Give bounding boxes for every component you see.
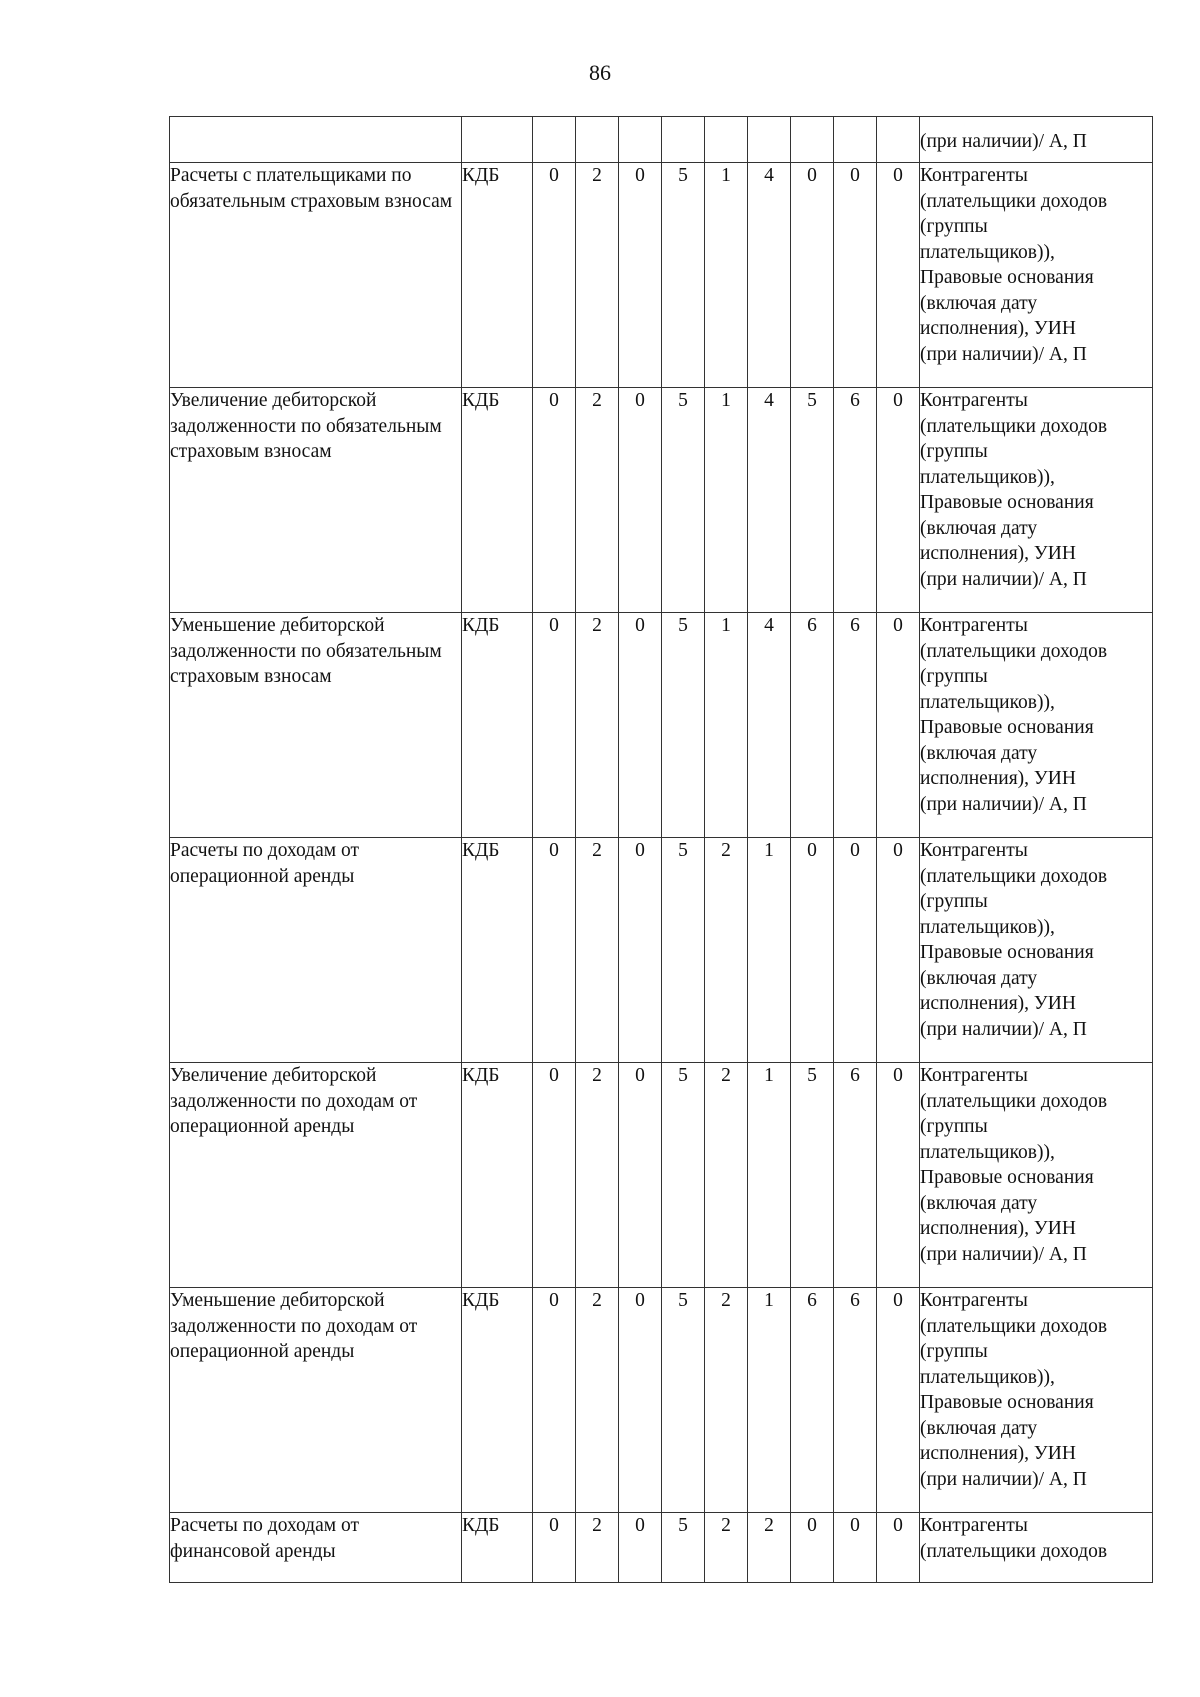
code-digit: 2 xyxy=(576,1288,619,1513)
description-line: (включая дату xyxy=(920,292,1038,314)
row-code: КДБ xyxy=(462,163,533,388)
description-line: (включая дату xyxy=(920,1417,1038,1439)
description-line: исполнения), УИН xyxy=(920,543,1076,564)
row-name: Расчеты по доходам от финансовой аренды xyxy=(170,1513,462,1583)
code-digit: 0 xyxy=(619,1513,662,1583)
code-digit: 0 xyxy=(619,1063,662,1288)
description-line: (при наличии)/ А, П xyxy=(920,1468,1087,1490)
code-digit: 5 xyxy=(791,1063,834,1288)
code-digit: 0 xyxy=(533,1288,576,1513)
row-name xyxy=(170,117,462,163)
code-digit: 1 xyxy=(748,838,791,1063)
table-row xyxy=(170,613,1153,838)
code-digit: 0 xyxy=(533,388,576,613)
description-line: (включая дату xyxy=(920,742,1038,764)
code-digit: 1 xyxy=(748,1288,791,1513)
description-line: плательщиков)), xyxy=(920,466,1055,488)
code-digit: 0 xyxy=(877,1288,920,1513)
row-description xyxy=(920,388,1153,613)
description-line: Контрагенты xyxy=(920,1290,1028,1311)
accounts-table xyxy=(169,116,1153,1583)
description-line: Правовые основания xyxy=(920,492,1094,513)
code-digit: 0 xyxy=(791,838,834,1063)
description-line: Контрагенты xyxy=(920,1065,1028,1086)
code-digit: 0 xyxy=(834,838,877,1063)
description-line: Правовые основания xyxy=(920,717,1094,738)
row-description xyxy=(920,613,1153,838)
description-line: (группы xyxy=(920,216,988,237)
description-line: Правовые основания xyxy=(920,1392,1094,1413)
code-digit: 0 xyxy=(877,613,920,838)
description-line: (при наличии)/ А, П xyxy=(920,793,1087,815)
description-line: (группы xyxy=(920,1341,988,1362)
description-line: (группы xyxy=(920,891,988,912)
code-digit: 0 xyxy=(791,163,834,388)
code-digit: 5 xyxy=(662,838,705,1063)
description-line: (плательщики доходов xyxy=(920,1540,1108,1562)
code-digit: 1 xyxy=(705,388,748,613)
code-digit: 4 xyxy=(748,613,791,838)
description-line: (включая дату xyxy=(920,517,1038,539)
code-digit: 2 xyxy=(705,1513,748,1583)
description-line: плательщиков)), xyxy=(920,241,1055,263)
row-description xyxy=(920,117,1153,163)
row-name: Увеличение дебиторской задолженности по обязательным страховым взносам xyxy=(170,388,462,613)
code-digit: 0 xyxy=(834,163,877,388)
code-digit: 0 xyxy=(533,613,576,838)
code-digit: 1 xyxy=(705,163,748,388)
code-digit: 2 xyxy=(705,1288,748,1513)
description-line: исполнения), УИН xyxy=(920,768,1076,789)
row-description xyxy=(920,838,1153,1063)
code-digit: 0 xyxy=(877,1063,920,1288)
description-line: Контрагенты xyxy=(920,840,1028,861)
row-description xyxy=(920,163,1153,388)
code-digit: 0 xyxy=(791,1513,834,1583)
description-line: (при наличии)/ А, П xyxy=(920,568,1087,590)
description-line: плательщиков)), xyxy=(920,1366,1055,1388)
description-line: (при наличии)/ А, П xyxy=(920,1018,1087,1040)
row-name: Уменьшение дебиторской задолженности по доходам от операционной аренды xyxy=(170,1288,462,1513)
code-digit: 6 xyxy=(791,1288,834,1513)
code-digit xyxy=(791,117,834,163)
code-digit: 2 xyxy=(576,388,619,613)
code-digit: 1 xyxy=(748,1063,791,1288)
code-digit: 6 xyxy=(791,613,834,838)
code-digit: 5 xyxy=(662,388,705,613)
description-line: Контрагенты xyxy=(920,390,1028,411)
code-digit: 5 xyxy=(662,613,705,838)
row-name: Увеличение дебиторской задолженности по доходам от операционной аренды xyxy=(170,1063,462,1288)
row-code: КДБ xyxy=(462,1288,533,1513)
code-digit: 0 xyxy=(834,1513,877,1583)
description-line: (включая дату xyxy=(920,1192,1038,1214)
code-digit: 0 xyxy=(619,163,662,388)
row-code: КДБ xyxy=(462,613,533,838)
description-line: плательщиков)), xyxy=(920,691,1055,713)
code-digit: 2 xyxy=(576,1513,619,1583)
row-code: КДБ xyxy=(462,1513,533,1583)
table-row xyxy=(170,1288,1153,1513)
description-line: Контрагенты xyxy=(920,615,1028,636)
table-row-continued xyxy=(170,117,1153,163)
description-line: плательщиков)), xyxy=(920,916,1055,938)
description-line: исполнения), УИН xyxy=(920,1218,1076,1239)
table-row xyxy=(170,1063,1153,1288)
code-digit: 0 xyxy=(877,163,920,388)
description-line: (плательщики доходов xyxy=(920,1315,1108,1337)
table-row xyxy=(170,163,1153,388)
row-name: Расчеты по доходам от операционной аренды xyxy=(170,838,462,1063)
description-line: (группы xyxy=(920,666,988,687)
code-digit: 0 xyxy=(877,838,920,1063)
code-digit: 0 xyxy=(877,1513,920,1583)
description-line: (при наличии)/ А, П xyxy=(920,343,1087,365)
code-digit: 4 xyxy=(748,163,791,388)
code-digit: 2 xyxy=(576,613,619,838)
code-digit: 0 xyxy=(533,163,576,388)
description-line: Правовые основания xyxy=(920,1167,1094,1188)
code-digit: 2 xyxy=(576,838,619,1063)
code-digit: 0 xyxy=(877,388,920,613)
description-line: (плательщики доходов xyxy=(920,1090,1108,1112)
row-name: Расчеты с плательщиками по обязательным страховым взносам xyxy=(170,163,462,388)
description-line: (плательщики доходов xyxy=(920,865,1108,887)
code-digit: 2 xyxy=(705,1063,748,1288)
code-digit: 5 xyxy=(662,1288,705,1513)
row-code: КДБ xyxy=(462,1063,533,1288)
row-code xyxy=(462,117,533,163)
code-digit: 0 xyxy=(533,1513,576,1583)
code-digit: 2 xyxy=(705,838,748,1063)
code-digit xyxy=(533,117,576,163)
row-code: КДБ xyxy=(462,838,533,1063)
table-row xyxy=(170,838,1153,1063)
code-digit: 2 xyxy=(748,1513,791,1583)
code-digit: 5 xyxy=(662,163,705,388)
code-digit: 2 xyxy=(576,1063,619,1288)
code-digit xyxy=(705,117,748,163)
code-digit xyxy=(834,117,877,163)
row-code: КДБ xyxy=(462,388,533,613)
description-line: Правовые основания xyxy=(920,267,1094,288)
code-digit: 0 xyxy=(619,388,662,613)
code-digit xyxy=(877,117,920,163)
row-description xyxy=(920,1288,1153,1513)
description-line: (плательщики доходов xyxy=(920,415,1108,437)
description-line: исполнения), УИН xyxy=(920,993,1076,1014)
table-row xyxy=(170,1513,1153,1583)
table-row xyxy=(170,388,1153,613)
code-digit: 0 xyxy=(533,1063,576,1288)
description-line: (при наличии)/ А, П xyxy=(920,131,1087,152)
code-digit: 0 xyxy=(619,1288,662,1513)
code-digit: 1 xyxy=(705,613,748,838)
code-digit: 0 xyxy=(619,838,662,1063)
code-digit: 5 xyxy=(662,1063,705,1288)
code-digit: 6 xyxy=(834,1288,877,1513)
code-digit xyxy=(619,117,662,163)
description-line: плательщиков)), xyxy=(920,1141,1055,1163)
description-line: исполнения), УИН xyxy=(920,1443,1076,1464)
row-description xyxy=(920,1063,1153,1288)
code-digit xyxy=(662,117,705,163)
description-line: Контрагенты xyxy=(920,165,1028,186)
page-number: 86 xyxy=(589,60,611,85)
code-digit: 4 xyxy=(748,388,791,613)
description-line: Контрагенты xyxy=(920,1515,1028,1536)
code-digit: 5 xyxy=(662,1513,705,1583)
description-line: (плательщики доходов xyxy=(920,190,1108,212)
description-line: (при наличии)/ А, П xyxy=(920,1243,1087,1265)
code-digit: 6 xyxy=(834,613,877,838)
code-digit xyxy=(576,117,619,163)
row-description xyxy=(920,1513,1153,1583)
description-line: (включая дату xyxy=(920,967,1038,989)
code-digit: 0 xyxy=(619,613,662,838)
code-digit: 0 xyxy=(533,838,576,1063)
row-name: Уменьшение дебиторской задолженности по обязательным страховым взносам xyxy=(170,613,462,838)
description-line: (группы xyxy=(920,441,988,462)
code-digit xyxy=(748,117,791,163)
description-line: (группы xyxy=(920,1116,988,1137)
code-digit: 6 xyxy=(834,1063,877,1288)
description-line: (плательщики доходов xyxy=(920,640,1108,662)
code-digit: 2 xyxy=(576,163,619,388)
code-digit: 6 xyxy=(834,388,877,613)
description-line: Правовые основания xyxy=(920,942,1094,963)
table-body xyxy=(170,117,1153,1583)
code-digit: 5 xyxy=(791,388,834,613)
description-line: исполнения), УИН xyxy=(920,318,1076,339)
